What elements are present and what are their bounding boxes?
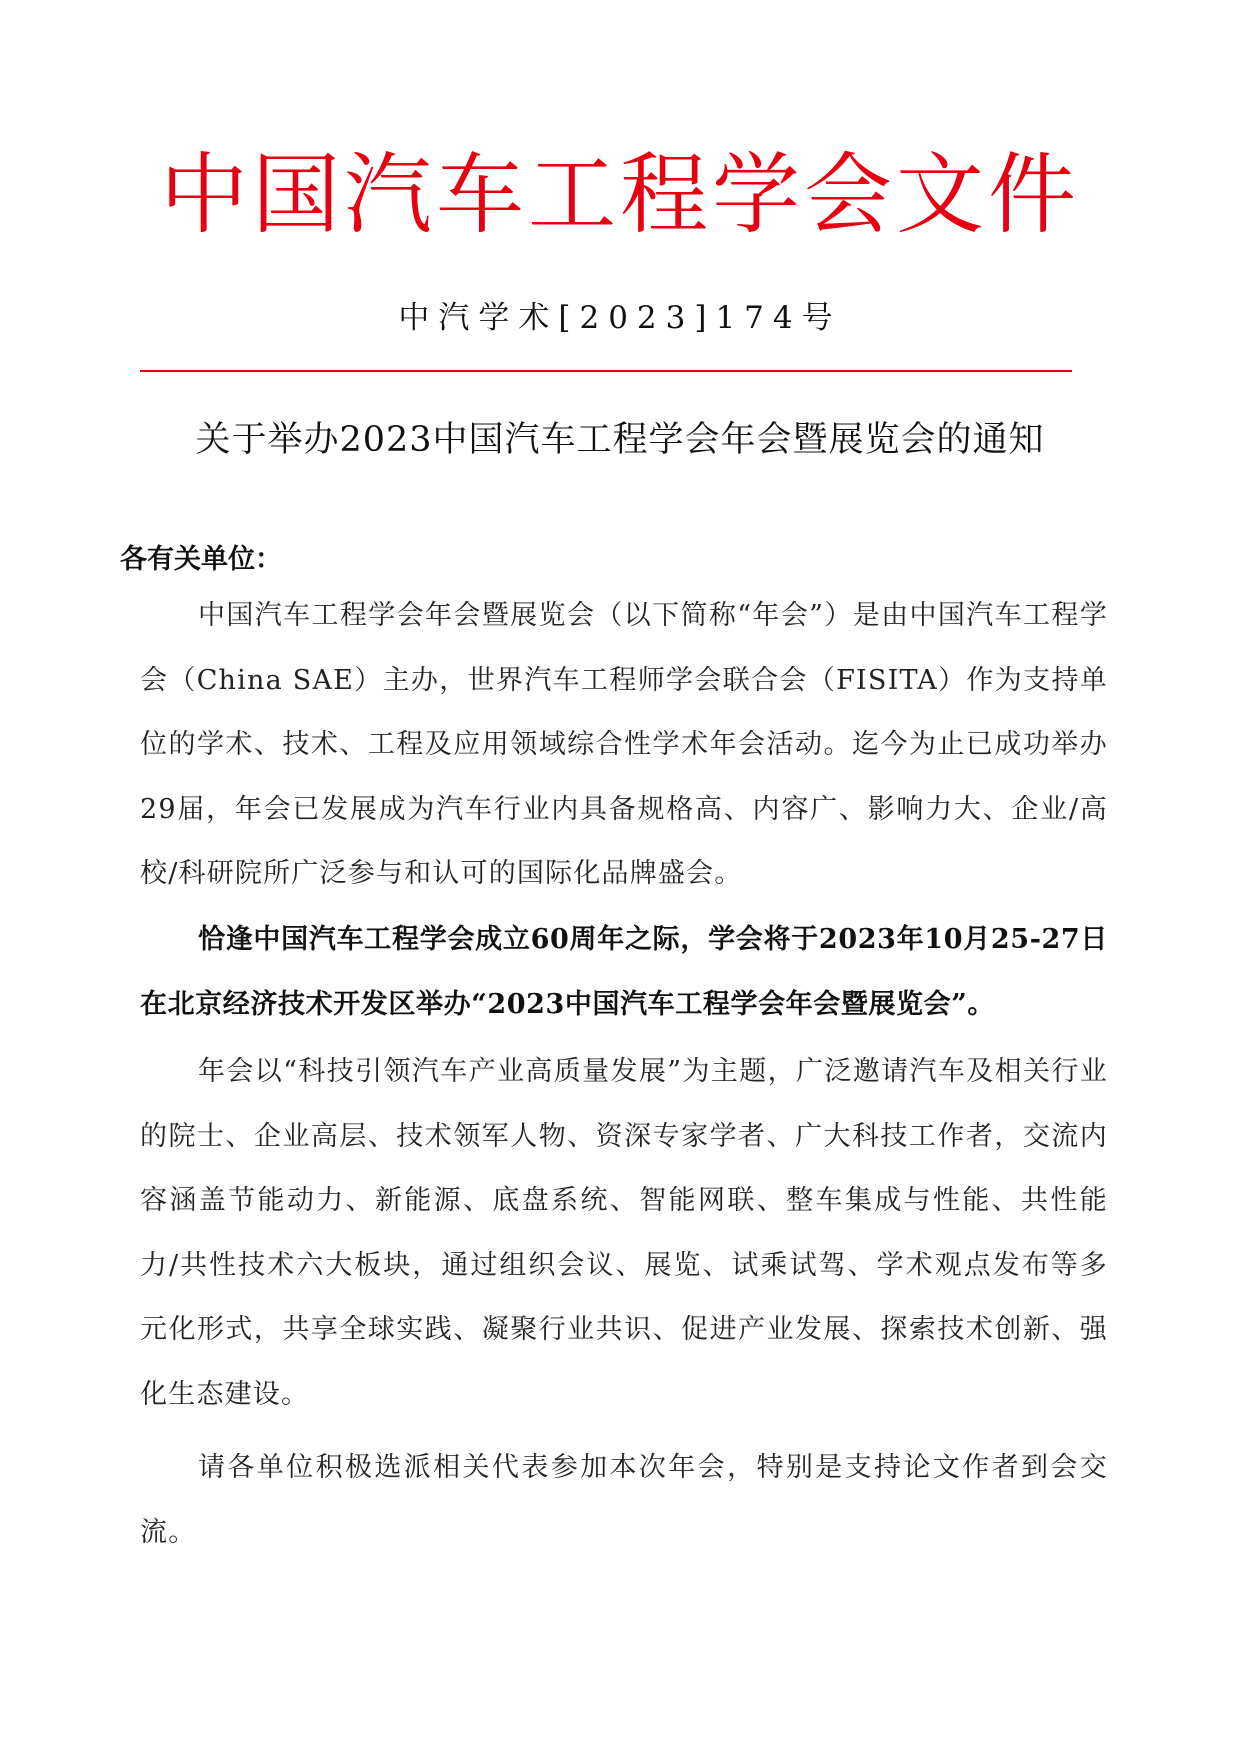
red-divider-line (140, 370, 1072, 372)
body-paragraph-invitation: 请各单位积极选派相关代表参加本次年会，特别是支持论文作者到会交流。 (140, 1452, 1108, 1548)
body-paragraph-event-date: 恰逢中国汽车工程学会成立60周年之际，学会将于2023年10月25-27日在北京经济技术开发区举办“2023中国汽车工程学会年会暨展览会”。 (140, 924, 1108, 1020)
organization-document-header: 中国汽车工程学会文件 (159, 143, 1080, 246)
body-paragraph-theme: 年会以“科技引领汽车产业高质量发展”为主题，广泛邀请汽车及相关行业的院士、企业高层、技术领军人物、资深专家学者、广大科技工作者，交流内容涵盖节能动力、新能源、底盘系统、智能网联、整车集成与性能、共性能力/共性技术六大板块，通过组织会议、展览、试乘试驾、学术观点发布等多元化形式，共享全球实践、凝聚行业共识、促进产业发展、探索技术创新、强化生态建设。 (140, 1056, 1108, 1410)
notice-title: 关于举办2023中国汽车工程学会年会暨展览会的通知 (195, 420, 1045, 460)
salutation: 各有关单位： (120, 544, 282, 575)
document-number: 中汽学术[2023]174号 (398, 300, 842, 336)
body-paragraph-intro: 中国汽车工程学会年会暨展览会（以下简称“年会”）是由中国汽车工程学会（China SAE）主办，世界汽车工程师学会联合会（FISITA）作为支持单位的学术、技术、工程及应用领域综合性学术年会活动。迄今为止已成功举办29届，年会已发展成为汽车行业内具备规格高、内容广、影响力大、企业/高校/科研院所广泛参与和认可的国际化品牌盛会。 (140, 600, 1108, 889)
